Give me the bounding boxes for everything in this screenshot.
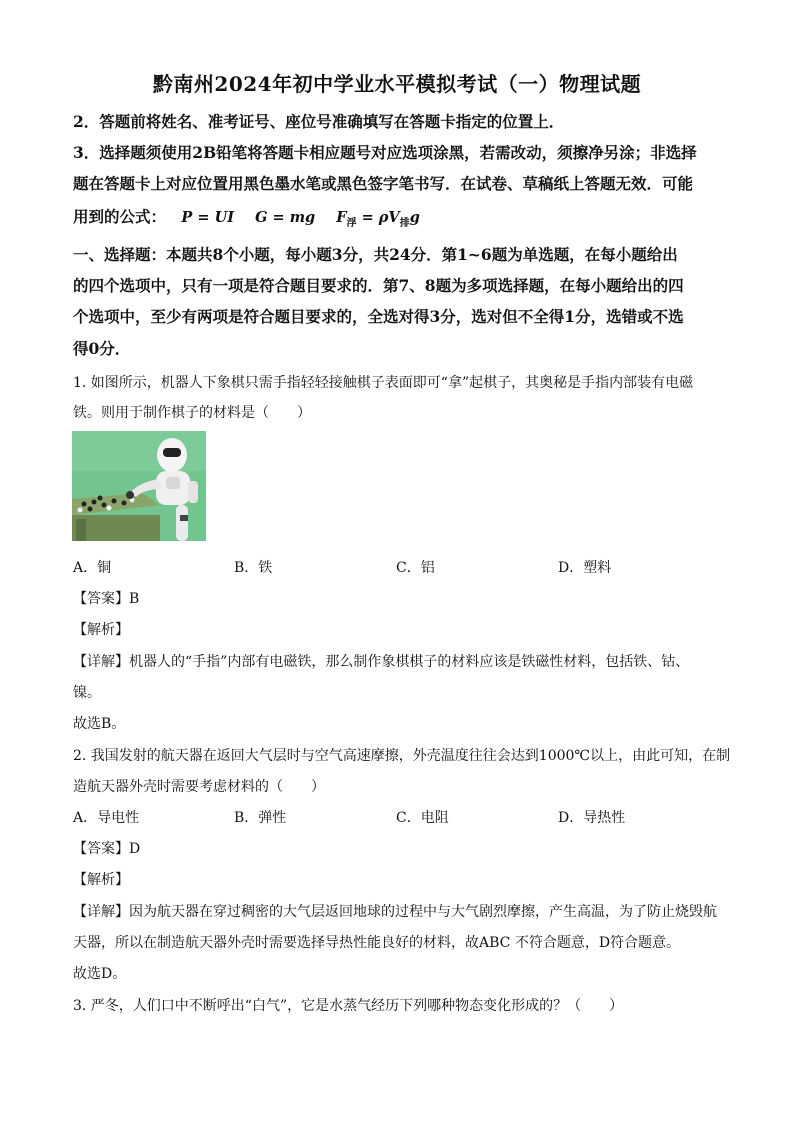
gravity-g: g <box>409 209 420 226</box>
q1-answer: 【答案】B <box>73 591 140 607</box>
q1-detail: 镍。 <box>73 685 101 701</box>
note-line: 3．选择题须使用2B铅笔将答题卡相应题号对应选项涂黑，若需改动，须擦净另涂；非选择 <box>73 143 697 162</box>
q2-answer: 【答案】D <box>73 841 141 857</box>
section-line: 得0分． <box>73 339 131 358</box>
buoyancy-symbol: F <box>336 209 347 226</box>
section-heading: 一、选择题：本题共8个小题，每小题3分，共24分．第1~6题为单选题，在每小题给出 <box>73 245 678 264</box>
section-line: 个选项中，至少有两项是符合题目要求的，全选对得3分，选对但不全得1分，选错或不选 <box>73 307 684 326</box>
q1-conclusion: 故选B。 <box>73 716 126 732</box>
q2-conclusion: 故选D。 <box>73 966 127 982</box>
q1-option-c: C．铝 <box>396 560 435 576</box>
q2-option-c: C．电阻 <box>396 810 449 826</box>
buoyancy-rhs: = ρV <box>356 209 400 226</box>
note-line-formulas <box>73 205 723 229</box>
q2-analysis-label: 【解析】 <box>73 872 129 888</box>
q1-option-d: D．塑料 <box>558 560 612 576</box>
robot-chess-photo <box>72 431 206 541</box>
q2-detail: 天器，所以在制造航天器外壳时需要选择导热性能良好的材料，故ABC 不符合题意，D符合题意。 <box>73 935 681 951</box>
note-line: 2．答题前将姓名、准考证号、座位号准确填写在答题卡指定的位置上． <box>73 112 565 131</box>
page-title: 黔南州2024年初中学业水平模拟考试（一）物理试题 <box>152 72 642 96</box>
q2-stem: 造航天器外壳时需要考虑材料的（ ） <box>73 779 325 795</box>
volume-subscript: 排 <box>399 218 410 229</box>
q1-stem: 1. 如图所示，机器人下象棋只需手指轻轻接触棋子表面即可“拿”起棋子，其奥秘是手指内部装有电磁 <box>73 375 694 391</box>
q2-detail: 【详解】因为航天器在穿过稠密的大气层返回地球的过程中与大气剧烈摩擦，产生高温，为了防止烧毁航 <box>73 904 717 920</box>
q1-option-a: A．铜 <box>73 560 112 576</box>
q2-option-b: B．弹性 <box>234 810 287 826</box>
q3-stem: 3. 严冬，人们口中不断呼出“白气”，它是水蒸气经历下列哪种物态变化形成的？（ ） <box>73 998 624 1014</box>
formula-list <box>181 209 435 229</box>
q2-stem: 2. 我国发射的航天器在返回大气层时与空气高速摩擦，外壳温度往往会达到1000℃以上，由此可知，在制 <box>73 748 731 764</box>
robot-chess-image <box>72 431 206 541</box>
q1-detail: 【详解】机器人的“手指”内部有电磁铁，那么制作象棋棋子的材料应该是铁磁性材料，包括铁、钴、 <box>73 654 690 670</box>
buoyancy-subscript: 浮 <box>346 218 357 229</box>
note-line: 题在答题卡上对应位置用黑色墨水笔或黑色签字笔书写．在试卷、草稿纸上答题无效．可能 <box>73 174 694 193</box>
q1-stem: 铁。则用于制作棋子的材料是（ ） <box>73 405 311 421</box>
formula-buoyancy <box>336 209 420 229</box>
q1-analysis-label: 【解析】 <box>73 622 129 638</box>
formula-gravity: G = mg <box>255 209 316 226</box>
q2-option-d: D．导热性 <box>558 810 626 826</box>
section-line: 的四个选项中，只有一项是符合题目要求的．第7、8题为多项选择题，在每小题给出的四 <box>73 276 684 295</box>
formula-intro: 用到的公式： <box>73 207 167 226</box>
q1-option-b: B．铁 <box>234 560 273 576</box>
formula-power: P = UI <box>181 209 234 226</box>
q2-option-a: A．导电性 <box>73 810 140 826</box>
